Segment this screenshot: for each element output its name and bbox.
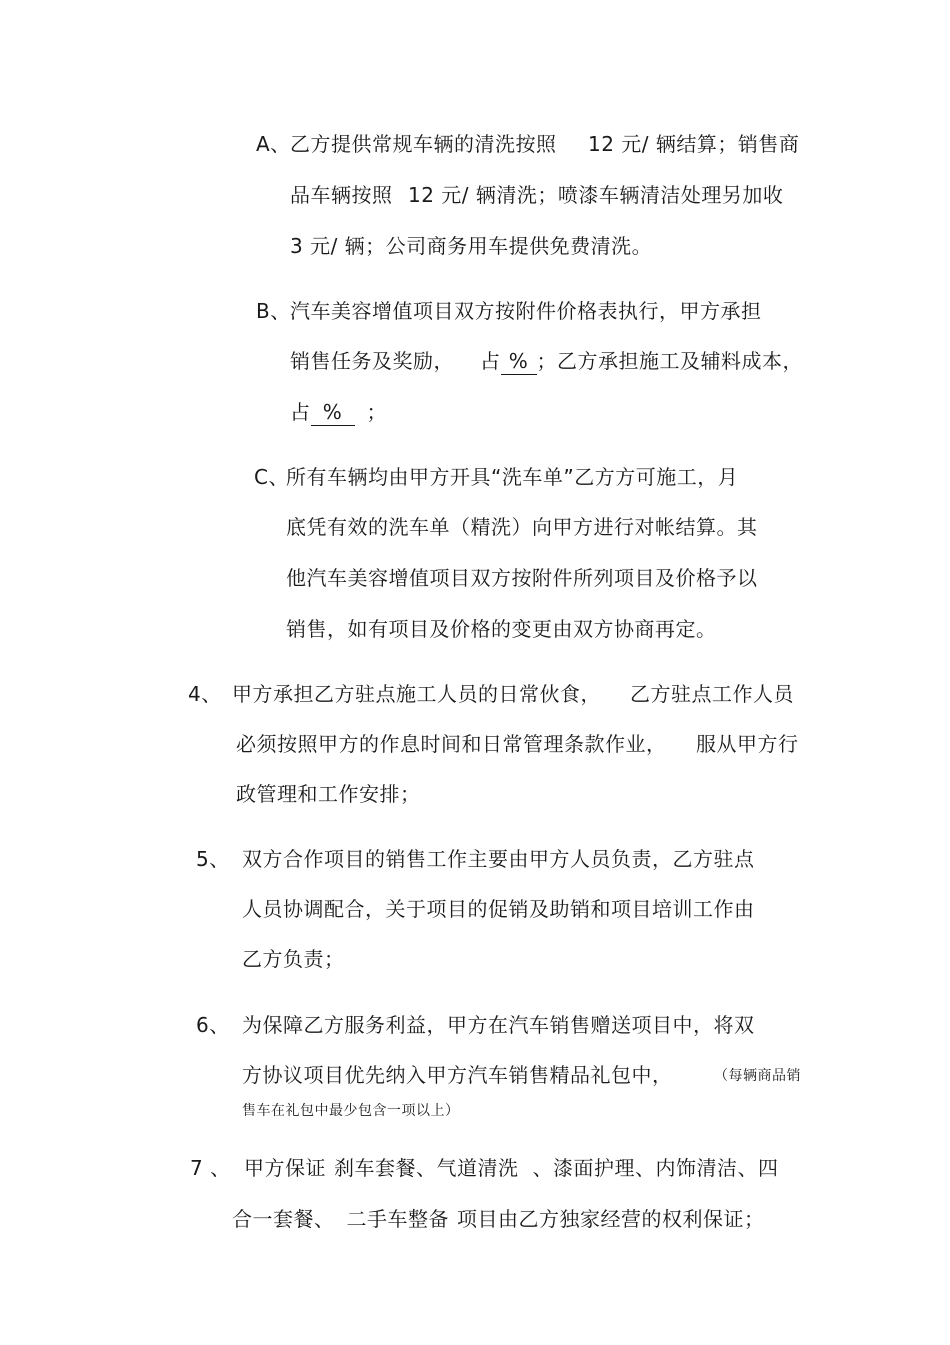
item-c-label: C、 xyxy=(254,465,289,489)
item-b-line-3a: 占 xyxy=(290,400,311,424)
item-c-line-1: 所有车辆均由甲方开具“洗车单”乙方方可施工，月 xyxy=(286,465,739,489)
item-4-line-1b: 乙方驻点工作人员 xyxy=(630,682,794,706)
item-c-line-2: 底凭有效的洗车单（精洗）向甲方进行对帐结算。其 xyxy=(286,515,758,539)
item-c-line-4: 销售，如有项目及价格的变更由双方协商再定。 xyxy=(286,617,717,641)
item-4-line-3: 政管理和工作安排； xyxy=(236,782,421,806)
item-b-label: B、 xyxy=(256,299,291,323)
item-7-line-2a: 合一套餐、 xyxy=(232,1207,335,1231)
item-b-blank-2: % xyxy=(311,399,355,426)
item-7-line-2c: 项目由乙方独家经营的权利保证； xyxy=(457,1207,765,1231)
item-6-line-3: 售车在礼包中最少包含一项以上） xyxy=(242,1103,460,1119)
item-7-line-1c: 、漆面护理、内饰清洁、四 xyxy=(532,1156,779,1180)
item-5-line-1: 双方合作项目的销售工作主要由甲方人员负责，乙方驻点 xyxy=(242,847,755,871)
item-4-line-1a: 甲方承担乙方驻点施工人员的日常伙食， xyxy=(232,682,601,706)
item-a-line-3: 3 元/ 辆；公司商务用车提供免费清洗。 xyxy=(290,234,653,258)
item-b-line-2b: 占 xyxy=(480,349,501,373)
item-5-line-2: 人员协调配合，关于项目的促销及助销和项目培训工作由 xyxy=(242,897,755,921)
item-4-line-2a: 必须按照甲方的作息时间和日常管理条款作业， xyxy=(236,732,667,756)
item-6-line-2a: 方协议项目优先纳入甲方汽车销售精品礼包中， xyxy=(242,1063,673,1087)
item-5-label: 5、 xyxy=(196,847,230,871)
item-4-line-2b: 服从甲方行 xyxy=(696,732,799,756)
item-6-line-2b: （每辆商品销 xyxy=(714,1068,801,1084)
item-7-line-1a: 甲方保证 xyxy=(244,1156,326,1180)
item-b-line-2c: ；乙方承担施工及辅料成本， xyxy=(536,349,803,373)
item-5-line-3: 乙方负责； xyxy=(242,947,345,971)
item-b-line-2a: 销售任务及奖励， xyxy=(290,349,454,373)
item-b-blank-1: % xyxy=(501,348,537,375)
item-7-label: 7 、 xyxy=(190,1156,231,1180)
item-a-line-1a: 乙方提供常规车辆的清洗按照 xyxy=(290,132,557,156)
item-b-line-1: 汽车美容增值项目双方按附件价格表执行，甲方承担 xyxy=(290,299,762,323)
item-7-line-2b: 二手车整备 xyxy=(346,1207,449,1231)
item-b-line-3 xyxy=(290,399,387,426)
item-a-label: A、 xyxy=(256,132,291,156)
item-a-line-2b: 12 元/ 辆清洗；喷漆车辆清洁处理另加收 xyxy=(408,183,784,207)
item-7-line-1 xyxy=(244,1155,779,1181)
item-7-line-2 xyxy=(232,1206,765,1232)
item-7-line-1b: 刹车套餐、气道清洗 xyxy=(334,1156,519,1180)
item-a-line-1b: 12 元/ 辆结算；销售商 xyxy=(588,132,800,156)
item-c-line-3: 他汽车美容增值项目双方按附件所列项目及价格予以 xyxy=(286,566,758,590)
item-a-line-2a: 品车辆按照 xyxy=(290,183,393,207)
item-6-label: 6、 xyxy=(196,1013,230,1037)
item-6-line-1: 为保障乙方服务利益，甲方在汽车销售赠送项目中，将双 xyxy=(242,1013,755,1037)
item-b-line-2 xyxy=(290,348,803,375)
item-b-line-3b: ； xyxy=(366,400,387,424)
item-4-label: 4、 xyxy=(188,682,222,706)
